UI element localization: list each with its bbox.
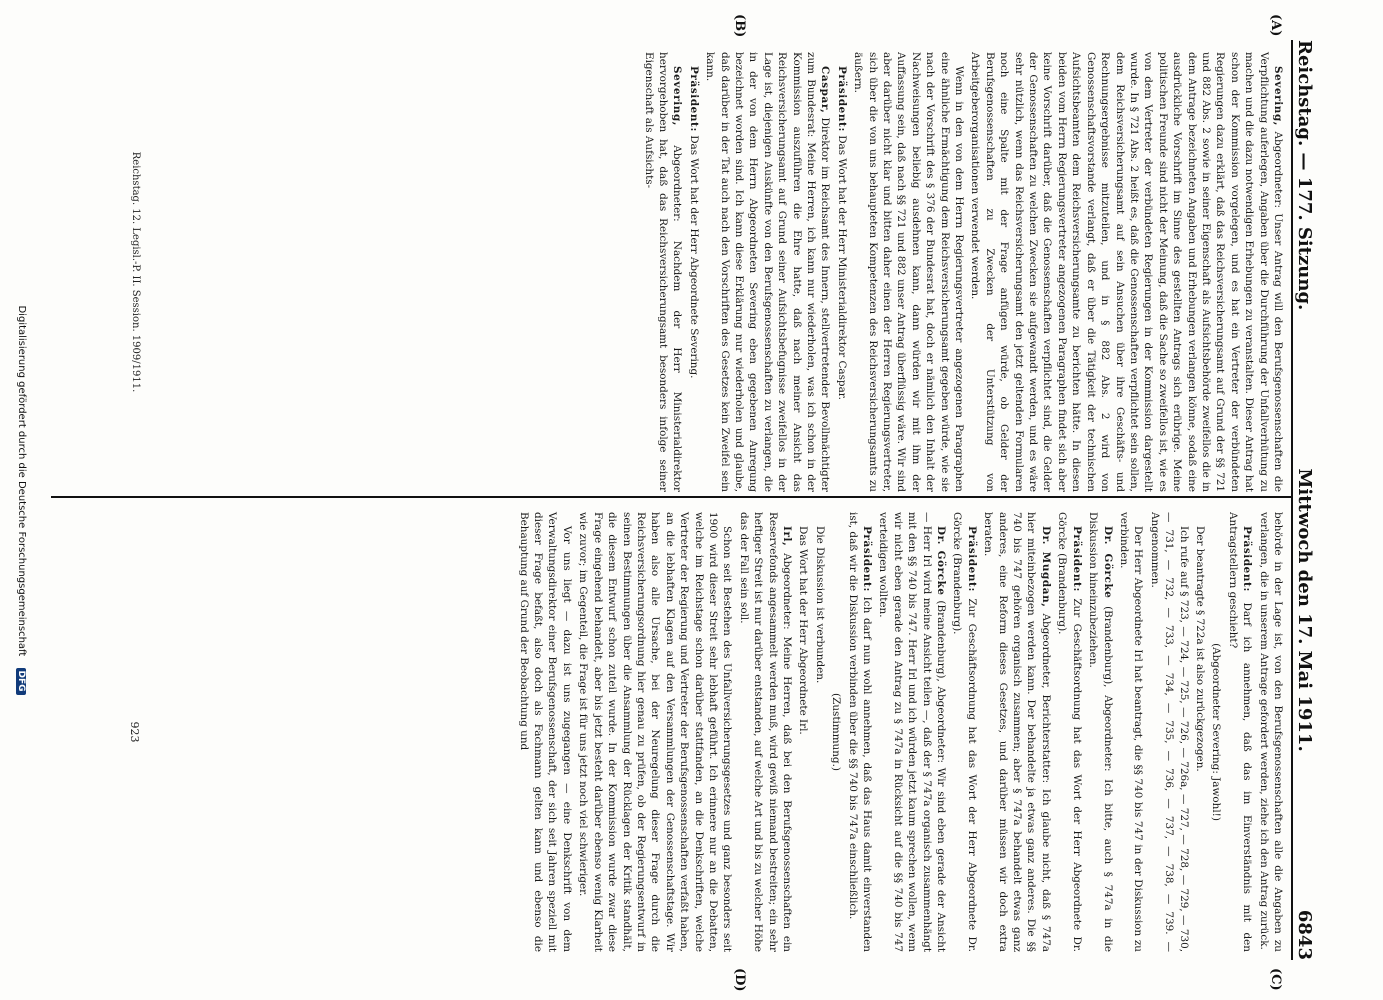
paragraph bbox=[834, 52, 848, 492]
header-rule bbox=[1291, 40, 1293, 960]
left-column bbox=[639, 52, 1285, 492]
paragraph-text: Abgeordneter: Nachdem der Herr Ministerialdirektor hervorgehoben hat, daß das Reichsversicherungsamt besonders infolge seiner Eigenschaft als Aufsichts- bbox=[642, 52, 684, 492]
dfg-logo-icon: DFG bbox=[16, 668, 26, 695]
paragraph-text: Schon seit Bestehen des Unfallversicherungsgesetzes und ganz besonders seit 1900 wird dieser Streit sehr lebhaft geführt. Ich erinnere nur an die Debatten, welche im Reichstage schon darüber stattfanden, an die Denkschriften, welche Vertreter der Regierung und Vertreter der Berufsgenossenschaften verfaßt haben, an die lebhaften Klagen auf den Versammlungen der Genossenschaftstage. Wir haben also alle Ursache, bei der Neuregelung dieser Frage durch die Reichsversicherungsordnung hier genau zu prüfen, ob der Regierungsentwurf in seinen Bestimmungen über die Ansammlung der Rücklagen der Kritik standhält, die diesem Entwurf schon zuteil wurde. In der Kommission wurde zwar diese Frage eingehend behandelt, aber bis jetzt besteht darüber ebenso wenig Klarheit wie zuvor; im Gegenteil, die Frage ist für uns jetzt noch viel schwieriger. bbox=[577, 512, 734, 952]
speaker-name: Präsident: bbox=[687, 66, 700, 132]
speaker-name: Severing, bbox=[671, 66, 684, 127]
paragraph-text: Das Wort hat der Herr Ministerialdirektor Caspar. bbox=[835, 135, 848, 400]
paragraph bbox=[576, 512, 734, 952]
paragraph bbox=[686, 52, 700, 492]
interjection: (Zustimmung.) bbox=[830, 693, 843, 771]
paragraph bbox=[1086, 512, 1115, 952]
paragraph bbox=[851, 52, 966, 492]
paragraph-text: (Brandenburg), Abgeordneter: Ich bitte, auch § 747a in die Diskussion hineinzubeziehen. bbox=[1087, 512, 1114, 952]
interjection: (Abgeordneter Severing: Jawohl!) bbox=[1210, 643, 1223, 821]
speaker-name: Präsident: bbox=[861, 526, 874, 592]
paragraph-text: Die Diskussion ist verbunden. bbox=[813, 526, 826, 684]
margin-marker-b: (B) bbox=[732, 14, 747, 38]
speaker-name: Präsident: bbox=[1070, 526, 1083, 592]
column-rule bbox=[51, 496, 1291, 498]
speaker-name: Präsident: bbox=[1241, 526, 1254, 592]
margin-marker-d: (D) bbox=[732, 968, 747, 992]
paragraph bbox=[1117, 512, 1146, 952]
right-column bbox=[514, 512, 1285, 952]
paragraph bbox=[796, 512, 810, 952]
header-left: Reichstag. — 177. Sitzung. bbox=[1294, 40, 1315, 311]
margin-marker-a: (A) bbox=[1268, 14, 1283, 37]
page-footer: Reichstag. 12. Legisl.-P. II. Session. 1909/1911. bbox=[130, 151, 141, 393]
paragraph-text: Ich darf nun wohl annehmen, daß das Haus damit einverstanden ist, daß wir die Diskussion verbinden über die §§ 740 bis 747a einschließlich. bbox=[846, 512, 874, 953]
paragraph bbox=[812, 512, 826, 952]
header-page-number: 6843 bbox=[1294, 909, 1315, 960]
paragraph bbox=[1256, 512, 1285, 952]
speaker-name: Präsident: bbox=[835, 66, 848, 132]
paragraph bbox=[1225, 512, 1254, 952]
speaker-name: Dr. Görcke bbox=[1101, 526, 1114, 599]
paragraph-text: Das Wort hat der Herr Abgeordnete Severing. bbox=[687, 135, 700, 379]
speaker-name: Dr. Görcke bbox=[935, 526, 948, 596]
paragraph-text: Direktor im Reichsamt des Innern, stellvertretender Bevollmächtigter zum Bundesrat: Meine Herren, ich kann nur wiederholen, was ich schon in der Kommission auszuführen die Ehre hatte, daß nach meiner Ansicht das Reichsversicherungsamt auf Grund seiner Aufsichtsbefugnisse zweifellos in der Lage ist, diejenigen Auskünfte von den Berufsgenossenschaften zu verlangen, die in der von dem Herrn Abgeordneten Severing eben gegebenen Anregung bezeichnet worden sind. Ich kann diese Erklärung nur wiederholen und glaube, daß darüber in der Tat auch nach den Vorschriften des Gesetzes kein Zweifel sein kann. bbox=[704, 52, 832, 492]
page-number-bottom: 923 bbox=[128, 721, 141, 743]
paragraph-text: behörde in der Lage ist, von den Berufsgenossenschaften alle die Angaben zu verlangen, die in unserem Antrage gefordert werden, ziehe ich den Antrag zurück. bbox=[1257, 512, 1284, 952]
paragraph-text: Das Wort hat der Herr Abgeordnete Irl. bbox=[797, 526, 810, 735]
paragraph-text: (Brandenburg), Abgeordneter: Wir sind eben gerade der Ansicht — Herr Irl wird meine Ansicht teilen —, daß der § 747a organisch zusammenhängt mit den §§ 740 bis 747. Herr Irl und ich würden jetzt kaum sprechen wollen, wenn wir nicht eben gerade den Antrag zu § 747a in Rücksicht auf die §§ 740 bis 747 verteidigen wollten. bbox=[877, 512, 948, 953]
paragraph bbox=[981, 512, 1053, 952]
paragraph-text: Abgeordneter: Meine Herren, daß bei den Berufsgenossenschaften ein Reservefonds angesammelt werden muß, wird gewiß niemand bestreiten; ein sehr heftiger Streit ist nur darüber entstanden, auf welche Art und bis zu welcher Höhe das der Fall sein soll. bbox=[737, 512, 793, 953]
paragraph bbox=[641, 52, 684, 492]
paragraph bbox=[829, 512, 843, 952]
paragraph-text: Abgeordneter, Berichterstatter: Ich glaube nicht, daß § 747a hier miteinbezogen werden kann. Der behandelte ja etwas ganz anderes. Die §§ 740 bis 747 gehören organisch zusammen; aber § 747a behandelt etwas ganz anderes, eine Reform dieses Gesetzes, und darüber müssen wir doch extra beraten. bbox=[982, 512, 1052, 952]
paragraph bbox=[1193, 512, 1207, 952]
header-right: Mittwoch den 17. Mai 1911. bbox=[1294, 468, 1315, 752]
paragraph-text: Zur Geschäftsordnung hat das Wort der Herr Abgeordnete Dr. Görcke (Brandenburg). bbox=[1056, 512, 1083, 952]
digitization-credit bbox=[16, 0, 27, 1000]
paragraph-text: Wenn in den von dem Herrn Regierungsvertreter angezogenen Paragraphen eine ähnliche Ermächtigung dem Reichsversicherungsamt gegeben würde, wie sie nach der Vorschrift des § 376 der Bundesrat hat, doch er nämlich den Inhalt der Nachweisungen beliebig ausdehnen kann, dann würden wir mit ihm der Auffassung sein, daß nach §§ 721 und 882 unser Antrag überflüssig wäre. Wir sind aber darüber nicht klar und bitten daher einen der Herren Regierungsvertreter, sich über die von uns behaupteten Kompetenzen des Reichsversicherungsamts zu äußern. bbox=[852, 52, 966, 492]
paragraph bbox=[1147, 512, 1190, 952]
speaker-name: Präsident: bbox=[965, 526, 978, 592]
paragraph-text: Zur Geschäftsordnung hat das Wort der Herr Abgeordnete Dr. Görcke (Brandenburg). bbox=[951, 512, 978, 952]
paragraph-text: Der Herr Abgeordnete Irl hat beantragt, die §§ 740 bis 747 in der Diskussion zu verbinden. bbox=[1117, 512, 1145, 952]
running-header bbox=[1294, 40, 1315, 960]
paragraph bbox=[876, 512, 948, 952]
paragraph bbox=[736, 512, 794, 952]
paragraph bbox=[950, 512, 979, 952]
paragraph bbox=[1055, 512, 1084, 952]
paragraph-text: Abgeordneter: Unser Antrag will den Berufsgenossenschaften die Verpflichtung auferlegen, Angaben über die Durchführung der Unfallverhütung zu machen und die dazu notwendigen Erhebungen zu veranstalten. Dieser Antrag hat schon der Kommission vorgelegen, und es hat ein Vertreter der verbündeten Regierungen dazu erklärt, daß das Reichsversicherungsamt auf Grund der §§ 721 und 882 Abs. 2 sowie in seiner Eigenschaft als Aufsichtsbehörde zweifellos die in dem Antrage bezeichneten Angaben und Erhebungen verlangen könne, sodaß eine ausdrückliche Vorschrift im Sinne des gestellten Antrags sich erübrige. Meine politischen Freunde sind nicht der Meinung, daß die Sache so zweifellos ist, wie es von dem Vertreter der verbündeten Regierungen in der Kommission dargestellt wurde. In § 721 Abs. 2 heißt es, daß die Genossenschaften verpflichtet sein sollen, dem Reichsversicherungsamt auf sein Ansuchen über ihre Geschäfts- und Rechnungsergebnisse mitzuteilen, und in § 882 Abs. 2 wird von Genossenschaftsvorstande verlangt, daß er über die Tätigkeit der technischen Aufsichtsbeamten dem Reichsversicherungsamte zu berichten hätte. In diesen beiden vom Herrn Regierungsvertreter angezogenen Paragraphen findet sich aber keine Vorschrift darüber, daß die Genossenschaften verpflichtet sind, die Gelder der Genossenschaften zu welchen Zwecken sie aufgewandt werden, und es wäre sehr nützlich, wenn das Reichsversicherungsamt den jetzt geltenden Formularen noch eine Spalte mit der Frage anfügen würde, ob Gelder der Berufsgenossenschaften zu Zwecken der Unterstützung von Arbeitgeberorganisationen verwendet werden. bbox=[969, 52, 1284, 492]
paragraph bbox=[968, 52, 1285, 492]
paragraph-text: Darf ich annehmen, daß das im Einverständnis mit den Antragstellern geschieht? bbox=[1226, 512, 1254, 952]
speaker-name: Severing, bbox=[1272, 66, 1284, 127]
paragraph-text: Der beantragte § 722a ist also zurückgezogen. bbox=[1193, 526, 1206, 772]
paragraph-text: Vor uns liegt — dazu ist uns zugegangen — eine Denkschrift von dem Verwaltungsdirektor einer Berufsgenossenschaft, der sich seit Jahren speziell mit dieser Frage befaßt, also doch als Fachmann gelten kann und ebenso die Behauptung auf Grund der Beobachtung und bbox=[517, 512, 573, 952]
credit-text: Digitalisierung gefördert durch die Deutsche Forschungsgemeinschaft bbox=[16, 305, 27, 657]
speaker-name: Irl, bbox=[781, 526, 793, 547]
paragraph bbox=[845, 512, 874, 952]
paragraph bbox=[516, 512, 574, 952]
paragraph bbox=[1209, 512, 1223, 952]
paragraph-text: Ich rufe auf § 723, — 724, — 725, — 726, — 726a, — 727, — 728, — 729, — 730, — 731, — 732, — 733, — 734, — 735, — 736, — 737, — 738, — 739. — Angenommen. bbox=[1148, 512, 1190, 952]
paragraph bbox=[703, 52, 833, 492]
speaker-name: Dr. Mugdan, bbox=[1039, 526, 1052, 608]
margin-marker-c: (C) bbox=[1268, 968, 1283, 991]
speaker-name: Caspar, bbox=[819, 66, 832, 114]
